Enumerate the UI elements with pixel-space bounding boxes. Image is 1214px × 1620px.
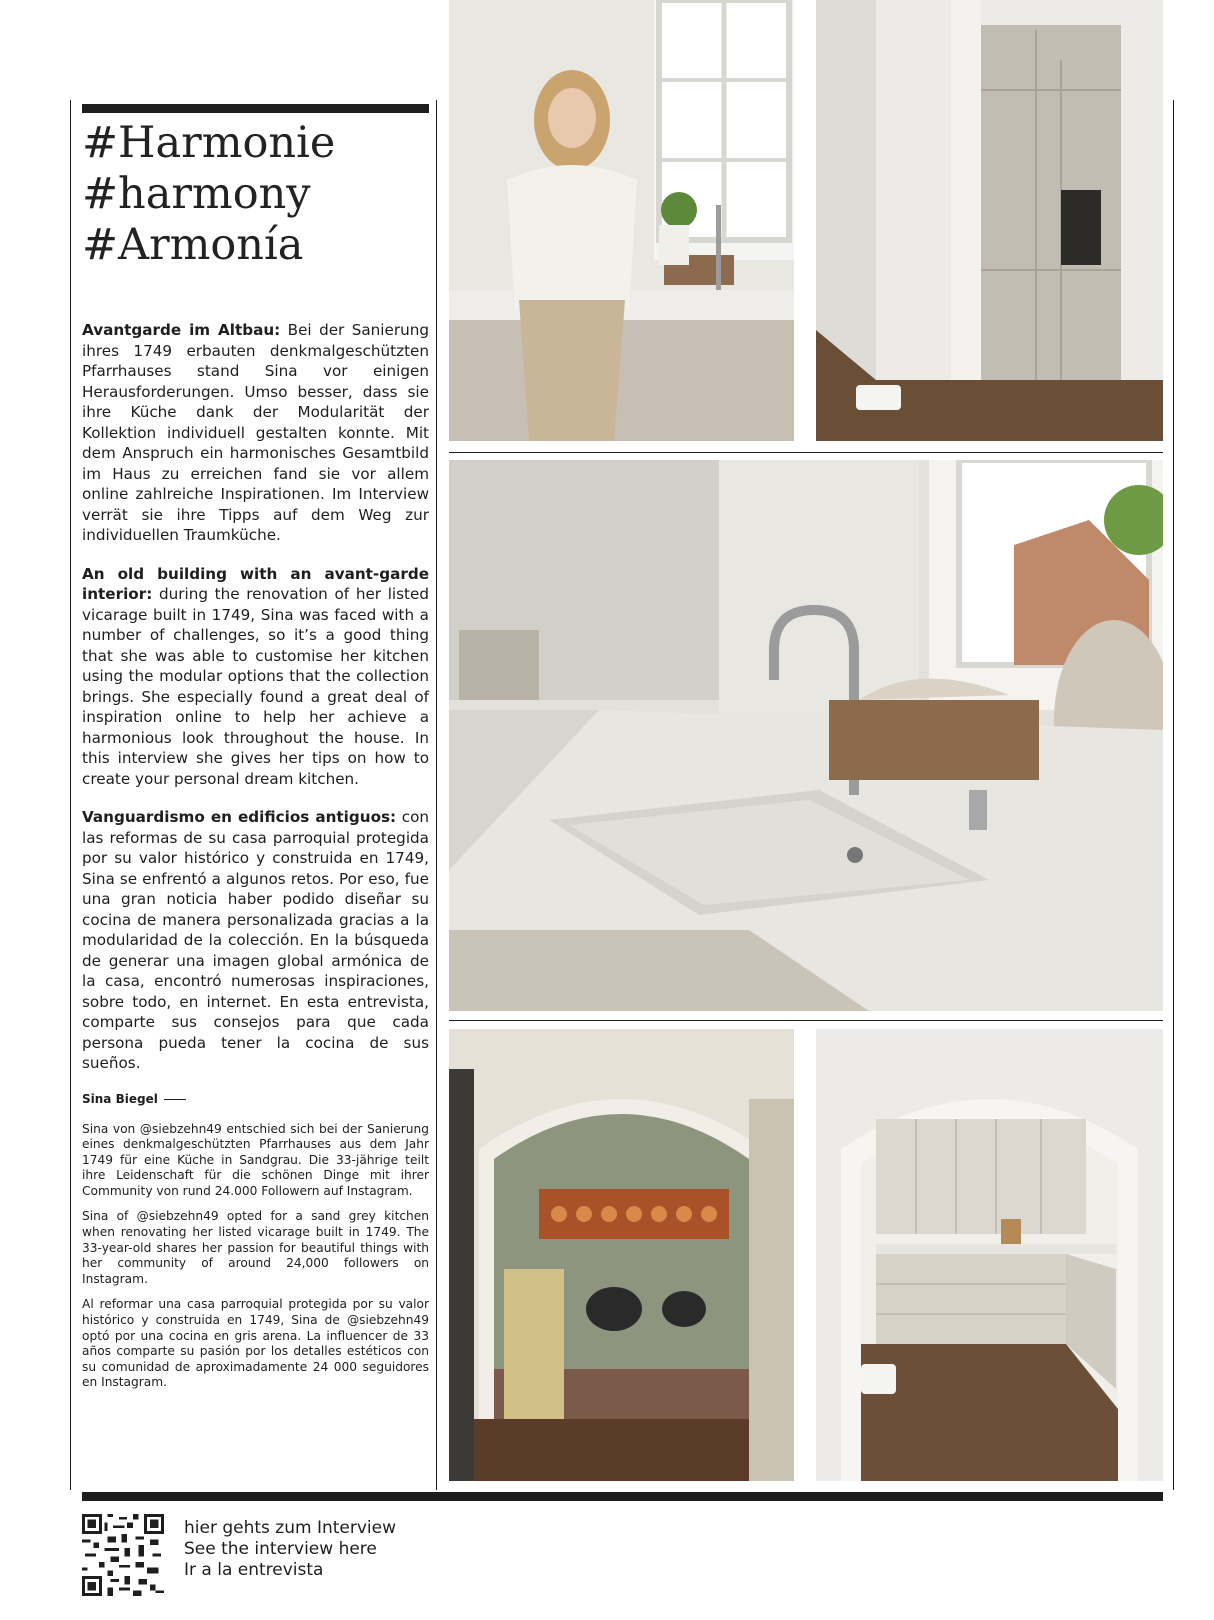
photo-divider-top xyxy=(449,452,1163,453)
interview-link-en[interactable]: See the interview here xyxy=(184,1539,377,1559)
paragraph-english-lead: An old building with an avant-garde interior: xyxy=(82,564,429,603)
bio-german: Sina von @siebzehn49 entschied sich bei der Sanierung eines denkmalgeschützten Pfarrhauses aus dem Jahr 1749 für eine Küche in Sandgrau. Die 33-jährige teilt ihre Leidenschaft für die schönen Dinge mit ihrer Community von rund 24.000 Followern auf Instagram. xyxy=(82,1121,429,1198)
paragraph-english xyxy=(82,564,429,790)
left-frame-rule xyxy=(70,100,71,1490)
bio-english: Sina of @siebzehn49 opted for a sand grey kitchen when renovating her listed vicarage built in 1749. The 33-year-old shares her passion for beautiful things with her community of around 24,000 followers on Instagram. xyxy=(82,1209,429,1286)
bottom-bar xyxy=(82,1492,1163,1501)
title-line-de: #Harmonie xyxy=(82,118,336,168)
column-divider-rule xyxy=(436,100,437,1490)
title-line-en: #harmony xyxy=(82,169,311,219)
paragraph-spanish-lead: Vanguardismo en edificios antiguos: xyxy=(82,808,397,826)
photo-tall-cabinets xyxy=(816,0,1163,441)
qr-code-icon[interactable] xyxy=(82,1514,164,1596)
interview-link-de[interactable]: hier gehts zum Interview xyxy=(184,1518,397,1538)
paragraph-german xyxy=(82,320,429,546)
title-line-es: #Armonía xyxy=(82,220,304,270)
photo-sina-portrait xyxy=(449,0,794,441)
author-name-text: Sina Biegel xyxy=(82,1091,158,1106)
photo-before-renovation xyxy=(449,1029,794,1481)
author-dash xyxy=(164,1099,186,1100)
photo-divider-bottom xyxy=(449,1020,1163,1021)
photo-after-renovation xyxy=(816,1029,1163,1481)
top-heading-bar xyxy=(82,104,429,113)
bio-spanish: Al reformar una casa parroquial protegida por su valor histórico y construida en 1749, Sina de @siebzehn49 optó por una cocina en gris arena. La influencer de 33 años comparte su pasión por los detalles estéticos con su comunidad de aproximadamente 24 000 seguidores en Instagram. xyxy=(82,1297,429,1390)
paragraph-german-lead: Avantgarde im Altbau: xyxy=(82,321,281,339)
paragraph-english-text: during the renovation of her listed vicarage built in 1749, Sina was faced with a number of challenges, so it’s a good thing that she was able to customise her kitchen using the modular options that the collection brings. She especially found a great deal of inspiration online to help her achieve a harmonious look throughout the house. In this interview she gives her tips on how to create your personal dream kitchen. xyxy=(82,585,430,788)
interview-link[interactable] xyxy=(184,1518,396,1581)
page-title xyxy=(82,118,442,271)
paragraph-spanish-text: con las reformas de su casa parroquial protegida por su valor histórico y construida en 1749, Sina se enfrentó a algunos retos. Por eso, fue una gran noticia haber podido diseñar su cocina de manera personalizada gracias a la modularidad de la colección. En la búsqueda de generar una imagen global armónica de la casa, encontró numerosas inspiraciones, sobre todo, en internet. En esta entrevista, comparte sus consejos para que cada persona pueda tener la cocina de sus sueños. xyxy=(82,808,429,1072)
right-frame-rule xyxy=(1173,100,1174,1490)
paragraph-german-text: Bei der Sanierung ihres 1749 erbauten denkmalgeschützten Pfarrhauses stand Sina vor einigen Herausforderungen. Umso besser, dass sie ihre Küche dank der Modularität der Kollektion individuell gestalten konnte. Mit dem Anspruch ein harmonisches Gesamtbild im Haus zu erreichen fand sie vor allem online zahlreiche Inspirationen. Im Interview verrät sie ihre Tipps auf dem Weg zur individuellen Traumküche. xyxy=(82,321,429,544)
interview-link-es[interactable]: Ir a la entrevista xyxy=(184,1560,324,1580)
author-name xyxy=(82,1092,429,1106)
paragraph-spanish xyxy=(82,807,429,1074)
photo-sink-closeup xyxy=(449,460,1163,1011)
article-body xyxy=(82,320,429,1401)
